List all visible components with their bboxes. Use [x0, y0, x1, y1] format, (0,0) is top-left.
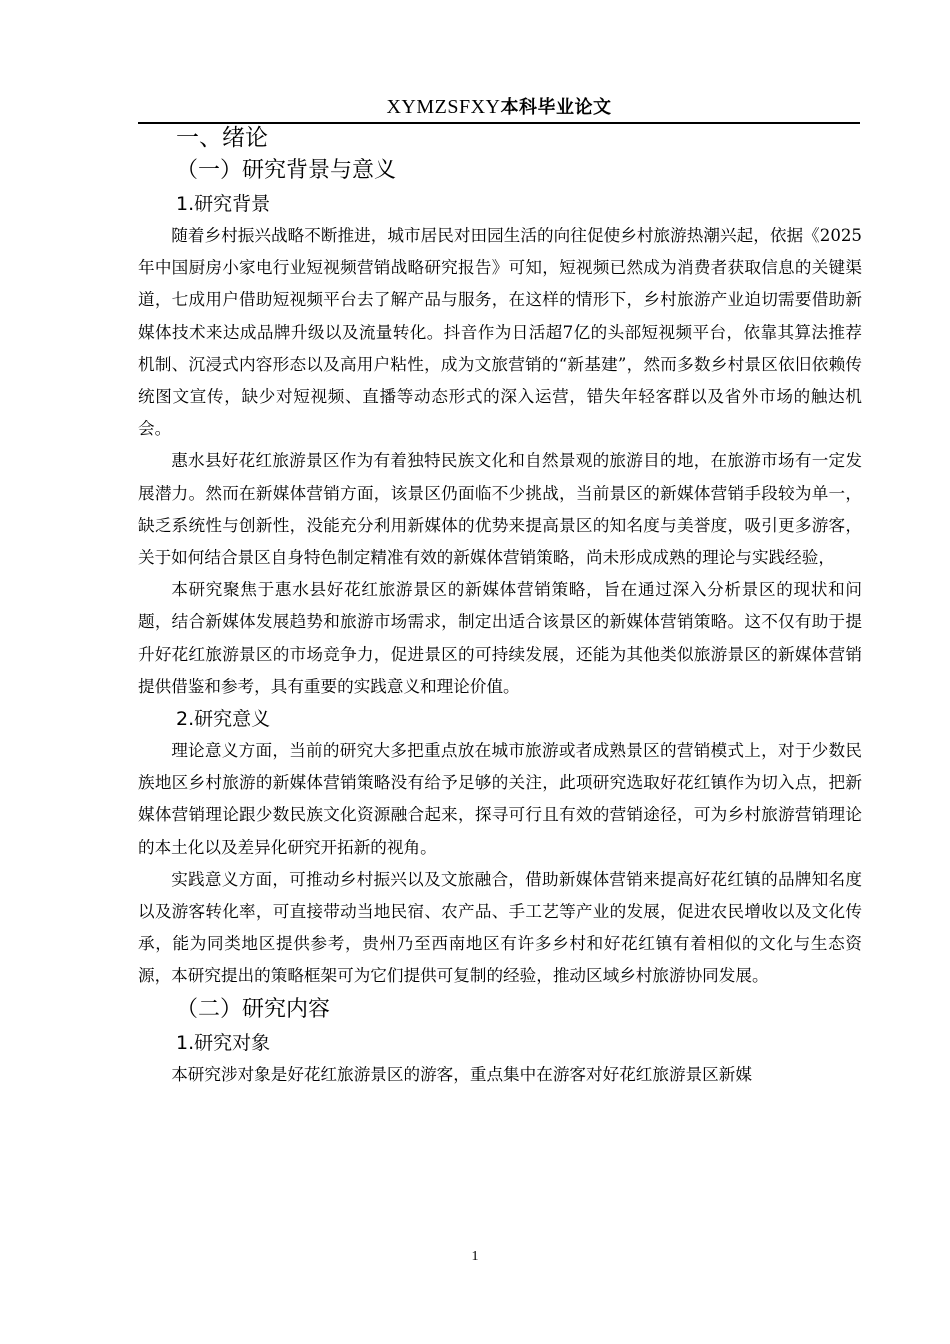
paragraph-research-object: 本研究涉对象是好花红旅游景区的游客，重点集中在游客对好花红旅游景区新媒 — [171, 1064, 752, 1084]
paragraph-significance-practice: 实践意义方面，可推动乡村振兴以及文旅融合，借助新媒体营销来提高好花红镇的品牌知名度以及游客转化率，可直接带动当地民宿、农产品、手工艺等产业的发展，促进农民增收以及文化传承，能为同类地区提供参考，贵州乃至西南地区有许多乡村和好花红镇有着相似的文化与生态资源，本研究提出的策略框架可为它们提供可复制的经验，推动区域乡村旅游协同发展。 — [138, 869, 862, 986]
heading-research-object: 1.研究对象 — [176, 1031, 271, 1054]
heading-introduction: 一、绪论 — [176, 125, 268, 151]
paragraph-background-1: 随着乡村振兴战略不断推进，城市居民对田园生活的向往促使乡村旅游热潮兴起，依据《2025年中国厨房小家电行业短视频营销战略研究报告》可知，短视频已然成为消费者获取信息的关键渠道，七成用户借助短视频平台去了解产品与服务，在这样的情形下，乡村旅游产业迫切需要借助新媒体技术来达成品牌升级以及流量转化。抖音作为日活超7亿的头部短视频平台，依靠其算法推荐机制、沉浸式内容形态以及高用户粘性，成为文旅营销的“新基建”，然而多数乡村景区依旧依赖传统图文宣传，缺少对短视频、直播等动态形式的深入运营，错失年轻客群以及省外市场的触达机会。 — [138, 226, 862, 439]
heading-research-content: （二）研究内容 — [176, 996, 331, 1022]
heading-research-background: 1.研究背景 — [176, 193, 271, 215]
heading-background-significance: （一）研究背景与意义 — [176, 158, 397, 183]
heading-research-significance: 2.研究意义 — [176, 708, 271, 731]
header-title: 本科毕业论文 — [500, 97, 612, 118]
running-header — [138, 92, 860, 122]
header-code: XYMZSFXY — [386, 96, 501, 118]
paragraph-background-3: 本研究聚焦于惠水县好花红旅游景区的新媒体营销策略，旨在通过深入分析景区的现状和问题，结合新媒体发展趋势和旅游市场需求，制定出适合该景区的新媒体营销策略。这不仅有助于提升好花红旅游景区的市场竞争力，促进景区的可持续发展，还能为其他类似旅游景区的新媒体营销提供借鉴和参考，具有重要的实践意义和理论价值。 — [138, 580, 862, 696]
page-number: 1 — [471, 1249, 479, 1264]
paragraph-background-2: 惠水县好花红旅游景区作为有着独特民族文化和自然景观的旅游目的地，在旅游市场有一定发展潜力。然而在新媒体营销方面，该景区仍面临不少挑战，当前景区的新媒体营销手段较为单一，缺乏系统性与创新性，没能充分利用新媒体的优势来提高景区的知名度与美誉度，吸引更多游客，关于如何结合景区自身特色制定精准有效的新媒体营销策略，尚未形成成熟的理论与实践经验， — [138, 451, 862, 568]
body-content — [138, 122, 862, 1091]
paragraph-significance-theory: 理论意义方面，当前的研究大多把重点放在城市旅游或者成熟景区的营销模式上，对于少数民族地区乡村旅游的新媒体营销策略没有给予足够的关注，此项研究选取好花红镇作为切入点，把新媒体营销理论跟少数民族文化资源融合起来，探寻可行且有效的营销途径，可为乡村旅游营销理论的本土化以及差异化研究开拓新的视角。 — [138, 741, 862, 857]
